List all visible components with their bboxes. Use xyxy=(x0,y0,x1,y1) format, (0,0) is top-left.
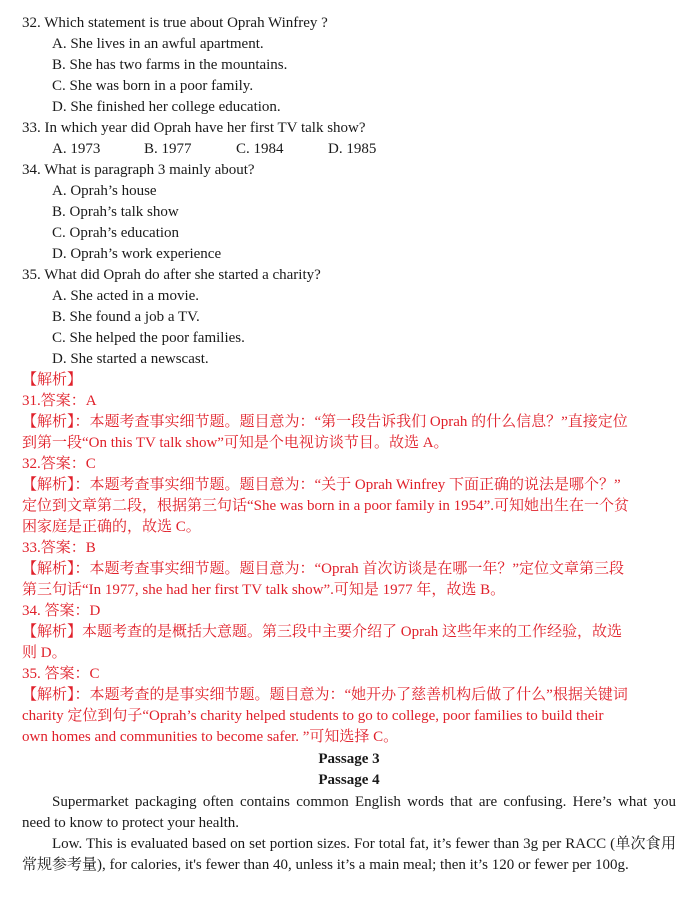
question-32-stem: 32. Which statement is true about Oprah Winfrey ? xyxy=(22,15,328,31)
question-33-stem: 33. In which year did Oprah have her first TV talk show? xyxy=(22,120,366,136)
analysis-line: 【解析】本题考查的是概括大意题。第三段中主要介绍了 Oprah 这些年来的工作经验，故选 xyxy=(22,624,622,640)
analysis-line: 定位到文章第二段，根据第三句话“She was born in a poor family in 1954”.可知她出生在一个贫 xyxy=(22,498,630,514)
analysis-line: 到第一段“On this TV talk show”可知是个电视访谈节目。故选 A。 xyxy=(22,435,449,451)
analysis-line: 【解析】：本题考查事实细节题。题目意为：“关于 Oprah Winfrey 下面正确的说法是哪个？” xyxy=(22,477,621,493)
analysis-line: 【解析】：本题考查事实细节题。题目意为：“第一段告诉我们 Oprah 的什么信息？”直接定位 xyxy=(22,414,628,430)
question-35-option-d: D. She started a newscast. xyxy=(52,351,209,367)
question-32-option-a: A. She lives in an awful apartment. xyxy=(52,36,264,52)
passage-4-paragraph-1: Supermarket packaging often contains common English words that are confusing. Here’s what you need to know to protect your health. xyxy=(22,794,676,831)
question-35-option-c: C. She helped the poor families. xyxy=(52,330,245,346)
analysis-line: own homes and communities to become safer. ”可知选择 C。 xyxy=(22,729,399,745)
question-32-option-c: C. She was born in a poor family. xyxy=(52,78,254,94)
analysis-line: 【解析】：本题考查的是事实细节题。题目意为：“她开办了慈善机构后做了什么”根据关键词 xyxy=(22,687,628,703)
analysis-line: 35. 答案：C xyxy=(22,666,100,682)
analysis-heading: 【解析】 xyxy=(22,372,83,388)
passage-3-title: Passage 3 xyxy=(318,751,380,767)
analysis-line: 34. 答案：D xyxy=(22,603,101,619)
question-35-option-a: A. She acted in a movie. xyxy=(52,288,200,304)
question-33-option-b: B. 1977 xyxy=(144,141,192,157)
analysis-line: 32.答案：C xyxy=(22,456,96,472)
question-35-stem: 35. What did Oprah do after she started a charity? xyxy=(22,267,321,283)
passage-4-paragraph-2: Low. This is evaluated based on set portion sizes. For total fat, it’s fewer than 3g per RACC (单次食用常规参考量), for calories, it's fewer than 40, unless it’s a main meal; then it’s 120 or fewer per 100g. xyxy=(22,836,676,873)
analysis-line: 33.答案：B xyxy=(22,540,96,556)
analysis-line: 第三句话“In 1977, she had her first TV talk show”.可知是 1977 年，故选 B。 xyxy=(22,582,506,598)
question-34-option-a: A. Oprah’s house xyxy=(52,183,157,199)
question-34-option-b: B. Oprah’s talk show xyxy=(52,204,179,220)
analysis-line: 困家庭是正确的，故选 C。 xyxy=(22,519,201,535)
analysis-line: 【解析】：本题考查事实细节题。题目意为：“Oprah 首次访谈是在哪一年？”定位文章第三段 xyxy=(22,561,625,577)
question-33-option-a: A. 1973 xyxy=(52,141,101,157)
analysis-line: 则 D。 xyxy=(22,645,67,661)
question-35-option-b: B. She found a job a TV. xyxy=(52,309,200,325)
question-32-option-d: D. She finished her college education. xyxy=(52,99,281,115)
question-33-option-d: D. 1985 xyxy=(328,141,377,157)
analysis-line: 31.答案：A xyxy=(22,393,97,409)
analysis-line: charity 定位到句子“Oprah’s charity helped students to go to college, poor families to build their xyxy=(22,708,604,724)
question-34-stem: 34. What is paragraph 3 mainly about? xyxy=(22,162,255,178)
question-34-option-c: C. Oprah’s education xyxy=(52,225,180,241)
question-34-option-d: D. Oprah’s work experience xyxy=(52,246,222,262)
question-32-option-b: B. She has two farms in the mountains. xyxy=(52,57,288,73)
question-33-options xyxy=(52,139,376,159)
passage-4-title: Passage 4 xyxy=(318,772,380,788)
question-33-option-c: C. 1984 xyxy=(236,141,284,157)
